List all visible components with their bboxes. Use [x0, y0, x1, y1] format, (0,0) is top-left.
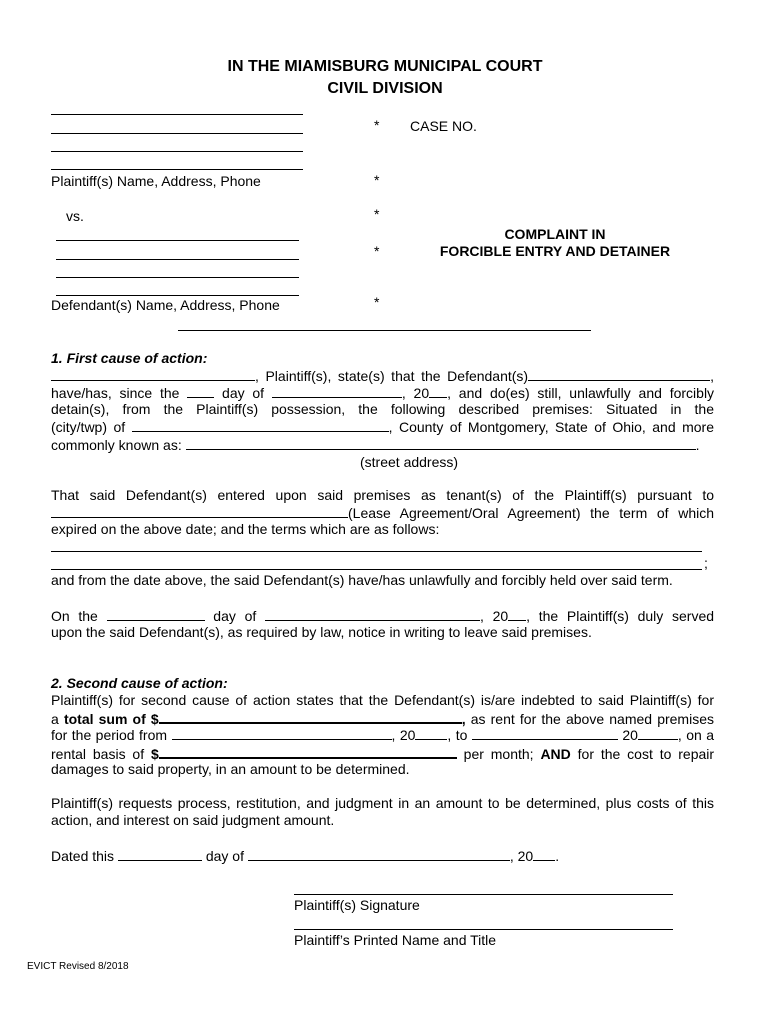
notice-day-blank[interactable] — [107, 607, 205, 621]
caption-separator — [178, 330, 591, 331]
terms-line-1[interactable] — [51, 551, 702, 552]
street-address-blank[interactable] — [186, 436, 696, 450]
complaint-title-line2: FORCIBLE ENTRY AND DETAINER — [439, 243, 671, 259]
first-cause-heading: 1. First cause of action: — [51, 350, 208, 366]
second-cause-line-2: a total sum of $ , as rent for the above named premises — [51, 711, 714, 727]
court-division: CIVIL DIVISION — [327, 80, 443, 97]
since-year-blank[interactable] — [429, 384, 447, 398]
request-line-2: action, and interest on said judgment amount. — [51, 812, 335, 828]
rental-basis-blank[interactable] — [159, 744, 457, 759]
defendant-line-1[interactable] — [56, 240, 299, 241]
plaintiff-line-4[interactable] — [51, 169, 303, 170]
dated-line: Dated this day of , 20 . — [51, 848, 560, 864]
signature-label: Plaintiff(s) Signature — [294, 897, 420, 913]
first-cause-line-4: (city/twp) of , County of Montgomery, State of Ohio, and more — [51, 419, 714, 435]
caption-star: * — [374, 172, 380, 188]
terms-end-semicolon: ; — [704, 555, 708, 571]
defendant-line-3[interactable] — [56, 277, 299, 278]
plaintiff-name-blank[interactable] — [51, 367, 255, 381]
first-cause-line-3: detain(s), from the Plaintiff(s) possession, the following described premises: Situated in the — [51, 401, 714, 417]
tenancy-line-1: That said Defendant(s) entered upon said premises as tenant(s) of the Plaintiff(s) pursuant to — [51, 487, 714, 503]
printed-name-line[interactable] — [294, 929, 673, 930]
signature-line[interactable] — [294, 894, 673, 895]
tenancy-line-2: (Lease Agreement/Oral Agreement) the term of which — [51, 504, 714, 523]
defendant-name-blank[interactable] — [528, 367, 710, 381]
since-day-blank[interactable] — [187, 384, 214, 398]
total-sum-blank[interactable] — [159, 709, 462, 724]
city-twp-blank[interactable] — [132, 418, 389, 432]
period-from-blank[interactable] — [172, 726, 392, 740]
printed-name-label: Plaintiff’s Printed Name and Title — [294, 932, 497, 948]
plaintiff-line-3[interactable] — [51, 151, 303, 152]
complaint-title-line1: COMPLAINT IN — [504, 226, 606, 242]
notice-line-2: upon the said Defendant(s), as required by law, notice in writing to leave said premises. — [51, 624, 592, 640]
first-cause-line-5: commonly known as: . — [51, 437, 700, 453]
tenancy-line-6: and from the date above, the said Defendant(s) have/has unlawfully and forcibly held over said term. — [51, 572, 673, 588]
request-line-1: Plaintiff(s) requests process, restitution, and judgment in an amount to be determined, plus costs of this — [51, 795, 714, 811]
revision-footer: EVICT Revised 8/2018 — [27, 961, 129, 972]
dated-year-blank[interactable] — [533, 847, 555, 861]
second-cause-line-5: damages to said property, in an amount to be determined. — [51, 761, 410, 777]
defendant-label: Defendant(s) Name, Address, Phone — [51, 297, 280, 313]
street-address-caption: (street address) — [360, 454, 459, 470]
caption-star: * — [374, 294, 380, 310]
since-month-blank[interactable] — [272, 384, 402, 398]
caption-star: * — [374, 206, 380, 222]
terms-line-2[interactable] — [51, 569, 702, 570]
defendant-line-2[interactable] — [56, 259, 299, 260]
caption-star: * — [374, 243, 380, 259]
tenancy-line-3: expired on the above date; and the terms which are as follows: — [51, 521, 440, 537]
vs-label: vs. — [66, 208, 84, 224]
second-cause-line-1: Plaintiff(s) for second cause of action states that the Defendant(s) is/are indebted to said Plaintiff(s) for — [51, 692, 714, 708]
agreement-blank[interactable] — [51, 504, 348, 518]
second-cause-heading: 2. Second cause of action: — [51, 675, 228, 691]
notice-year-blank[interactable] — [508, 607, 526, 621]
dated-day-blank[interactable] — [118, 847, 202, 861]
plaintiff-line-2[interactable] — [51, 133, 303, 134]
second-cause-line-3: for the period from , 20 , to 20 , on a — [51, 727, 715, 743]
second-cause-line-4: rental basis of $ per month; AND for the cost to repair — [51, 746, 715, 762]
first-cause-line-1: , Plaintiff(s), state(s) that the Defendant(s) , — [51, 367, 714, 386]
caption-star: * — [374, 117, 380, 133]
plaintiff-label: Plaintiff(s) Name, Address, Phone — [51, 173, 261, 189]
period-to-blank[interactable] — [472, 726, 618, 740]
defendant-line-4[interactable] — [56, 295, 299, 296]
first-cause-line-2: have/has, since the day of , 20 , and do(es) still, unlawfully and forcibly — [51, 385, 715, 401]
period-from-year-blank[interactable] — [415, 726, 447, 740]
court-title: IN THE MIAMISBURG MUNICIPAL COURT — [227, 58, 543, 75]
notice-line-1: On the day of , 20 , the Plaintiff(s) duly served — [51, 608, 715, 624]
notice-month-blank[interactable] — [265, 607, 480, 621]
period-to-year-blank[interactable] — [638, 726, 678, 740]
case-no-label: CASE NO. — [410, 118, 477, 134]
plaintiff-line-1[interactable] — [51, 114, 303, 115]
dated-month-blank[interactable] — [248, 847, 510, 861]
